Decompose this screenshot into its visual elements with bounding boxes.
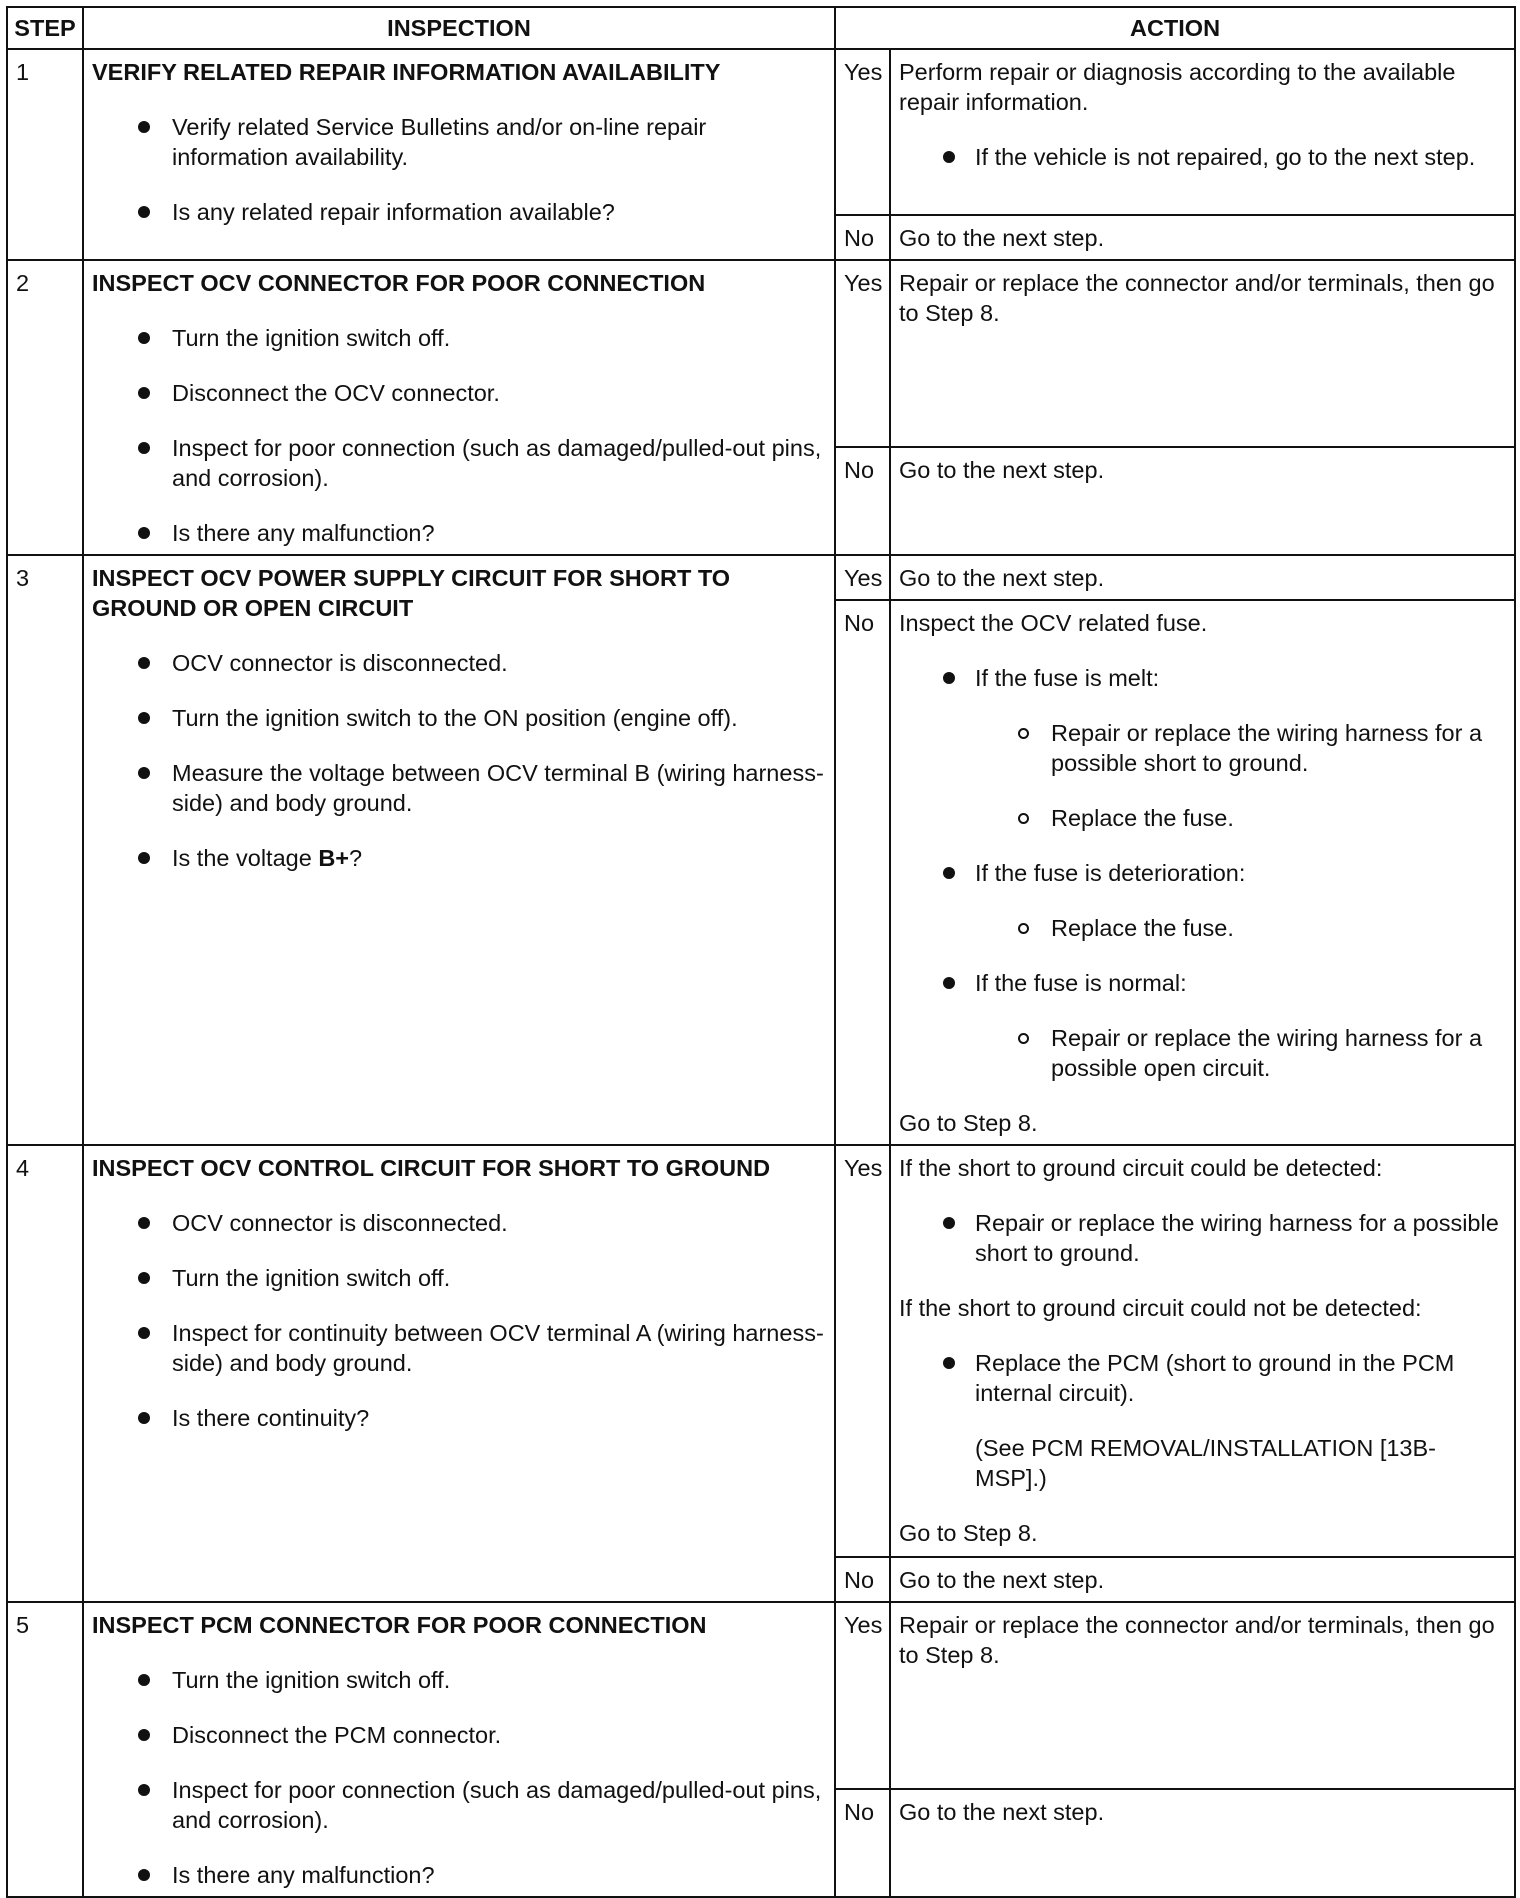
step-number: 5: [7, 1602, 83, 1897]
diagnostic-table: [6, 6, 1516, 1898]
inspection-item: Inspect for poor connection (such as damaged/pulled-out pins, and corrosion).: [92, 433, 826, 493]
action-footer: Go to Step 8.: [899, 1520, 1038, 1546]
step-5-yes-row: [7, 1602, 1515, 1789]
action-list: [899, 1348, 1506, 1493]
yes-action: [890, 1145, 1515, 1557]
step-title: VERIFY RELATED REPAIR INFORMATION AVAILABILITY: [92, 59, 721, 85]
yes-label: Yes: [835, 1602, 890, 1789]
step-inspection: [83, 1602, 835, 1897]
action-subitem: Replace the fuse.: [899, 803, 1506, 833]
action-sublist: [899, 913, 1506, 943]
step-title: INSPECT PCM CONNECTOR FOR POOR CONNECTION: [92, 1612, 707, 1638]
no-action: Go to the next step.: [890, 1557, 1515, 1602]
inspection-item: Is any related repair information available?: [92, 197, 826, 227]
action-text: Inspect the OCV related fuse.: [899, 610, 1208, 636]
no-label: No: [835, 1557, 890, 1602]
inspection-item-text: Is the voltage: [172, 845, 319, 871]
inspection-list: [92, 112, 826, 227]
yes-label: Yes: [835, 260, 890, 447]
action-subitem: Repair or replace the wiring harness for a possible open circuit.: [899, 1023, 1506, 1083]
action-item: [899, 968, 1506, 1083]
action-item-text: If the fuse is deterioration:: [975, 860, 1246, 886]
step-number: 1: [7, 49, 83, 260]
yes-action: Repair or replace the connector and/or terminals, then go to Step 8.: [890, 260, 1515, 447]
step-title: INSPECT OCV POWER SUPPLY CIRCUIT FOR SHORT TO GROUND OR OPEN CIRCUIT: [92, 565, 731, 621]
action-text: Perform repair or diagnosis according to the available repair information.: [899, 59, 1456, 115]
yes-label: Yes: [835, 555, 890, 600]
no-action: Go to the next step.: [890, 447, 1515, 555]
inspection-item: OCV connector is disconnected.: [92, 1208, 826, 1238]
no-action: [890, 600, 1515, 1145]
step-title: INSPECT OCV CONNECTOR FOR POOR CONNECTION: [92, 270, 706, 296]
step-inspection: [83, 555, 835, 1145]
action-sublist: [899, 1023, 1506, 1083]
action-note: (See PCM REMOVAL/INSTALLATION [13B-MSP].): [975, 1435, 1436, 1491]
step-2-yes-row: [7, 260, 1515, 447]
inspection-list: [92, 648, 826, 873]
header-row: [7, 7, 1515, 49]
inspection-item: Turn the ignition switch off.: [92, 323, 826, 353]
action-text: If the short to ground circuit could not be detected:: [899, 1295, 1422, 1321]
inspection-item: Is there continuity?: [92, 1403, 826, 1433]
inspection-item: Disconnect the PCM connector.: [92, 1720, 826, 1750]
step-number: 2: [7, 260, 83, 555]
step-number: 3: [7, 555, 83, 1145]
inspection-item: Inspect for poor connection (such as damaged/pulled-out pins, and corrosion).: [92, 1775, 826, 1835]
action-footer: Go to Step 8.: [899, 1110, 1038, 1136]
inspection-item: Measure the voltage between OCV terminal B (wiring harness-side) and body ground.: [92, 758, 826, 818]
yes-action: Repair or replace the connector and/or terminals, then go to Step 8.: [890, 1602, 1515, 1789]
step-inspection: [83, 260, 835, 555]
inspection-list: [92, 1208, 826, 1433]
action-item: [899, 858, 1506, 943]
step-inspection: [83, 1145, 835, 1602]
no-action: Go to the next step.: [890, 1789, 1515, 1897]
yes-label: Yes: [835, 1145, 890, 1557]
inspection-item: Turn the ignition switch off.: [92, 1665, 826, 1695]
no-action: Go to the next step.: [890, 215, 1515, 260]
action-subitem: Repair or replace the wiring harness for a possible short to ground.: [899, 718, 1506, 778]
inspection-item: Verify related Service Bulletins and/or on-line repair information availability.: [92, 112, 826, 172]
inspection-item: Inspect for continuity between OCV terminal A (wiring harness-side) and body ground.: [92, 1318, 826, 1378]
step-number: 4: [7, 1145, 83, 1602]
yes-action: [890, 49, 1515, 215]
step-3-yes-row: [7, 555, 1515, 600]
step-title: INSPECT OCV CONTROL CIRCUIT FOR SHORT TO GROUND: [92, 1155, 771, 1181]
inspection-list: [92, 323, 826, 548]
inspection-item: Turn the ignition switch off.: [92, 1263, 826, 1293]
no-label: No: [835, 1789, 890, 1897]
action-item-text: Replace the PCM (short to ground in the PCM internal circuit).: [975, 1350, 1455, 1406]
inspection-item: Disconnect the OCV connector.: [92, 378, 826, 408]
action-list: [899, 663, 1506, 1083]
step-4-yes-row: [7, 1145, 1515, 1557]
inspection-item: Is there any malfunction?: [92, 518, 826, 548]
inspection-item: Is there any malfunction?: [92, 1860, 826, 1890]
action-list: [899, 142, 1506, 172]
no-label: No: [835, 215, 890, 260]
action-item: [899, 1348, 1506, 1493]
inspection-item: [92, 843, 826, 873]
inspection-item: OCV connector is disconnected.: [92, 648, 826, 678]
yes-action: Go to the next step.: [890, 555, 1515, 600]
inspection-item-suffix: ?: [349, 845, 363, 871]
action-list: [899, 1208, 1506, 1268]
voltage-value: B+: [318, 845, 350, 871]
header-action: ACTION: [835, 7, 1515, 49]
yes-label: Yes: [835, 49, 890, 215]
inspection-item: Turn the ignition switch to the ON position (engine off).: [92, 703, 826, 733]
header-step: STEP: [7, 7, 83, 49]
action-text: If the short to ground circuit could be detected:: [899, 1155, 1383, 1181]
no-label: No: [835, 447, 890, 555]
step-1-yes-row: [7, 49, 1515, 215]
action-item: [899, 663, 1506, 833]
header-inspection: INSPECTION: [83, 7, 835, 49]
action-item-text: If the fuse is melt:: [975, 665, 1160, 691]
action-sublist: [899, 718, 1506, 833]
inspection-list: [92, 1665, 826, 1890]
action-item: If the vehicle is not repaired, go to the next step.: [899, 142, 1506, 172]
action-subitem: Replace the fuse.: [899, 913, 1506, 943]
action-item-text: If the fuse is normal:: [975, 970, 1187, 996]
action-item: Repair or replace the wiring harness for a possible short to ground.: [899, 1208, 1506, 1268]
step-inspection: [83, 49, 835, 260]
no-label: No: [835, 600, 890, 1145]
